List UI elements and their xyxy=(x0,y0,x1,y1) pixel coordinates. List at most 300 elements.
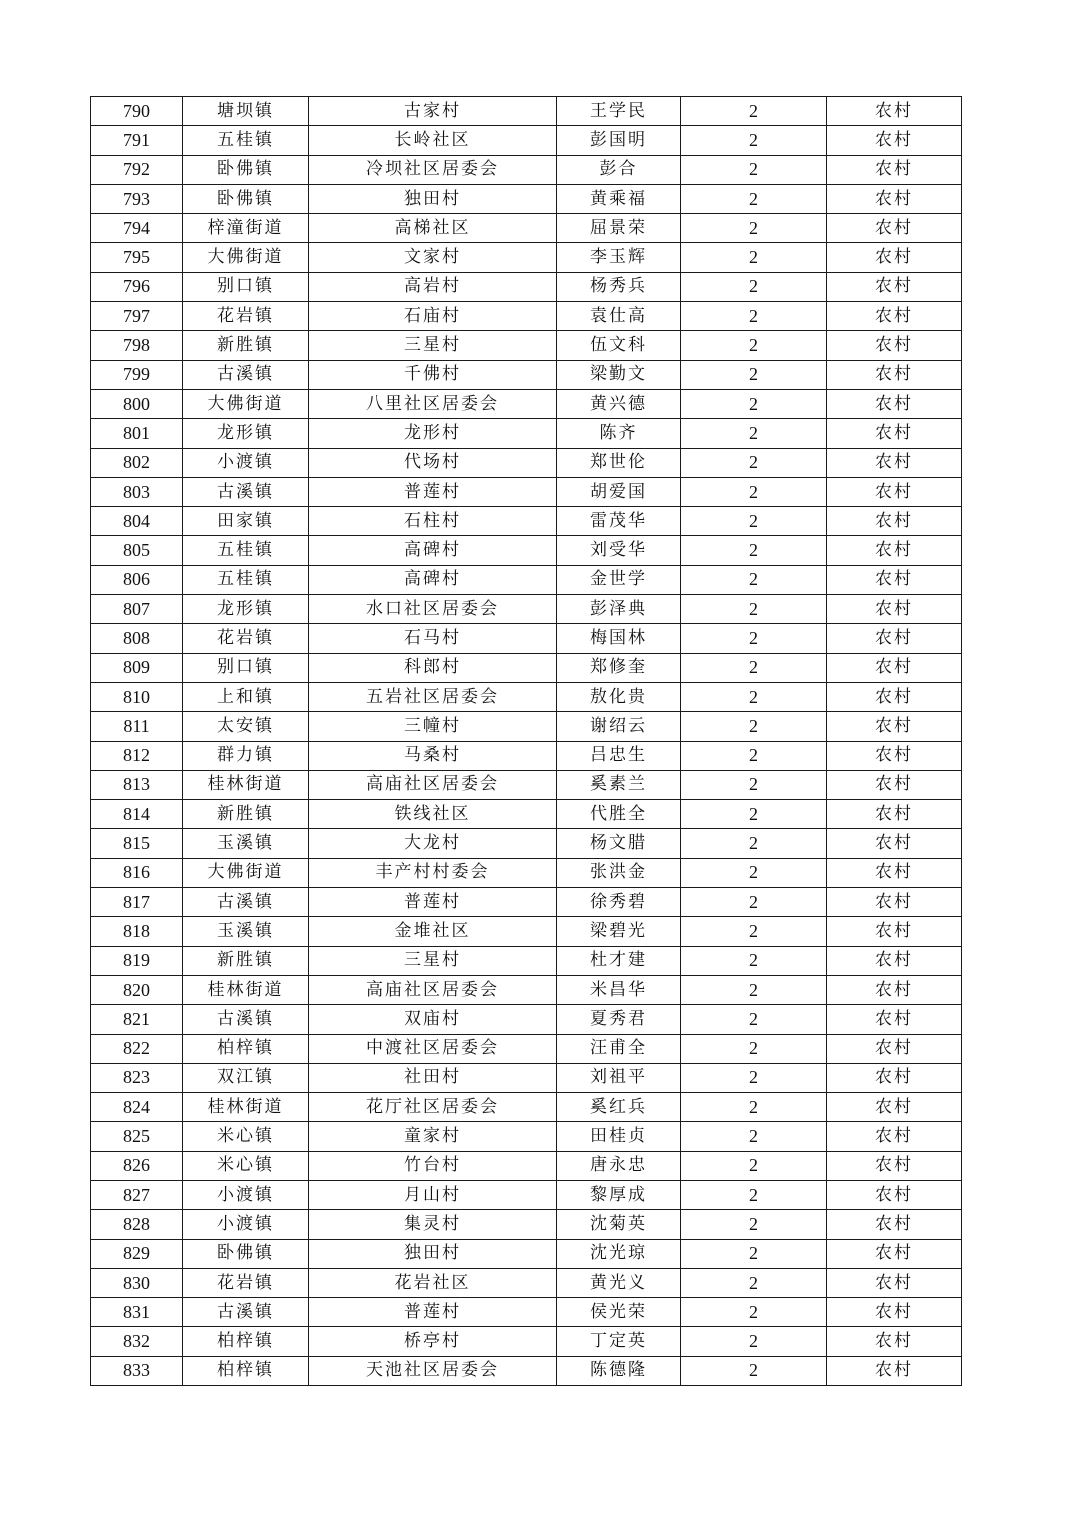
cell-number: 821 xyxy=(91,1005,183,1034)
cell-type: 农村 xyxy=(827,477,962,506)
cell-count: 2 xyxy=(681,975,827,1004)
cell-person-name: 杨秀兵 xyxy=(557,272,681,301)
cell-town: 花岩镇 xyxy=(183,624,309,653)
cell-count: 2 xyxy=(681,1093,827,1122)
cell-person-name: 杜才建 xyxy=(557,946,681,975)
cell-number: 828 xyxy=(91,1210,183,1239)
table-row xyxy=(91,829,962,858)
table-row xyxy=(91,214,962,243)
cell-village: 长岭社区 xyxy=(309,126,557,155)
cell-town: 古溪镇 xyxy=(183,1298,309,1327)
table-row xyxy=(91,1122,962,1151)
cell-type: 农村 xyxy=(827,565,962,594)
table-row xyxy=(91,272,962,301)
cell-village: 桥亭村 xyxy=(309,1327,557,1356)
cell-count: 2 xyxy=(681,419,827,448)
cell-number: 795 xyxy=(91,243,183,272)
cell-person-name: 彭合 xyxy=(557,155,681,184)
cell-village: 冷坝社区居委会 xyxy=(309,155,557,184)
cell-count: 2 xyxy=(681,126,827,155)
cell-person-name: 袁仕高 xyxy=(557,302,681,331)
cell-number: 816 xyxy=(91,858,183,887)
cell-town: 米心镇 xyxy=(183,1122,309,1151)
cell-number: 809 xyxy=(91,653,183,682)
cell-number: 813 xyxy=(91,770,183,799)
cell-count: 2 xyxy=(681,272,827,301)
cell-person-name: 黎厚成 xyxy=(557,1180,681,1209)
cell-village: 龙形村 xyxy=(309,419,557,448)
cell-person-name: 胡爱国 xyxy=(557,477,681,506)
cell-village: 普莲村 xyxy=(309,1298,557,1327)
cell-count: 2 xyxy=(681,624,827,653)
cell-number: 806 xyxy=(91,565,183,594)
cell-person-name: 伍文科 xyxy=(557,331,681,360)
table-row xyxy=(91,975,962,1004)
cell-type: 农村 xyxy=(827,975,962,1004)
cell-town: 桂林街道 xyxy=(183,1093,309,1122)
cell-type: 农村 xyxy=(827,448,962,477)
table-row xyxy=(91,360,962,389)
table-row xyxy=(91,1063,962,1092)
roster-table xyxy=(90,96,962,1386)
cell-village: 高碑村 xyxy=(309,536,557,565)
table-row xyxy=(91,917,962,946)
cell-person-name: 汪甫全 xyxy=(557,1034,681,1063)
cell-town: 太安镇 xyxy=(183,712,309,741)
cell-number: 800 xyxy=(91,389,183,418)
cell-town: 柏梓镇 xyxy=(183,1327,309,1356)
cell-town: 龙形镇 xyxy=(183,595,309,624)
cell-type: 农村 xyxy=(827,946,962,975)
cell-type: 农村 xyxy=(827,1239,962,1268)
cell-person-name: 郑世伦 xyxy=(557,448,681,477)
table-row xyxy=(91,243,962,272)
cell-person-name: 陈齐 xyxy=(557,419,681,448)
cell-town: 新胜镇 xyxy=(183,331,309,360)
cell-number: 808 xyxy=(91,624,183,653)
cell-town: 柏梓镇 xyxy=(183,1356,309,1385)
table-row xyxy=(91,536,962,565)
table-row xyxy=(91,1034,962,1063)
cell-town: 卧佛镇 xyxy=(183,184,309,213)
cell-type: 农村 xyxy=(827,800,962,829)
cell-count: 2 xyxy=(681,477,827,506)
cell-town: 五桂镇 xyxy=(183,565,309,594)
cell-count: 2 xyxy=(681,565,827,594)
cell-town: 五桂镇 xyxy=(183,126,309,155)
cell-number: 831 xyxy=(91,1298,183,1327)
cell-number: 814 xyxy=(91,800,183,829)
cell-town: 花岩镇 xyxy=(183,1268,309,1297)
table-row xyxy=(91,682,962,711)
cell-type: 农村 xyxy=(827,97,962,126)
table-row xyxy=(91,770,962,799)
cell-type: 农村 xyxy=(827,272,962,301)
cell-type: 农村 xyxy=(827,1180,962,1209)
cell-village: 科郎村 xyxy=(309,653,557,682)
cell-number: 820 xyxy=(91,975,183,1004)
cell-town: 玉溪镇 xyxy=(183,829,309,858)
cell-person-name: 陈德隆 xyxy=(557,1356,681,1385)
table-row xyxy=(91,419,962,448)
cell-number: 790 xyxy=(91,97,183,126)
cell-town: 古溪镇 xyxy=(183,477,309,506)
table-row xyxy=(91,624,962,653)
cell-village: 双庙村 xyxy=(309,1005,557,1034)
cell-type: 农村 xyxy=(827,888,962,917)
cell-count: 2 xyxy=(681,829,827,858)
cell-town: 玉溪镇 xyxy=(183,917,309,946)
cell-person-name: 刘祖平 xyxy=(557,1063,681,1092)
table-row xyxy=(91,595,962,624)
table-row xyxy=(91,1327,962,1356)
cell-village: 花厅社区居委会 xyxy=(309,1093,557,1122)
cell-number: 823 xyxy=(91,1063,183,1092)
table-row xyxy=(91,1151,962,1180)
cell-village: 代场村 xyxy=(309,448,557,477)
table-row xyxy=(91,184,962,213)
cell-person-name: 王学民 xyxy=(557,97,681,126)
cell-number: 810 xyxy=(91,682,183,711)
table-row xyxy=(91,97,962,126)
cell-count: 2 xyxy=(681,888,827,917)
table-row xyxy=(91,126,962,155)
cell-person-name: 侯光荣 xyxy=(557,1298,681,1327)
cell-number: 815 xyxy=(91,829,183,858)
cell-person-name: 谢绍云 xyxy=(557,712,681,741)
cell-person-name: 田桂贞 xyxy=(557,1122,681,1151)
cell-number: 804 xyxy=(91,507,183,536)
cell-person-name: 郑修奎 xyxy=(557,653,681,682)
cell-town: 新胜镇 xyxy=(183,946,309,975)
cell-number: 817 xyxy=(91,888,183,917)
cell-type: 农村 xyxy=(827,1298,962,1327)
cell-type: 农村 xyxy=(827,1122,962,1151)
cell-type: 农村 xyxy=(827,1356,962,1385)
cell-count: 2 xyxy=(681,1210,827,1239)
cell-count: 2 xyxy=(681,448,827,477)
cell-village: 高碑村 xyxy=(309,565,557,594)
cell-village: 独田村 xyxy=(309,184,557,213)
cell-type: 农村 xyxy=(827,1093,962,1122)
cell-count: 2 xyxy=(681,858,827,887)
cell-count: 2 xyxy=(681,536,827,565)
cell-count: 2 xyxy=(681,360,827,389)
cell-count: 2 xyxy=(681,1151,827,1180)
cell-person-name: 黄光义 xyxy=(557,1268,681,1297)
table-row xyxy=(91,302,962,331)
cell-village: 竹台村 xyxy=(309,1151,557,1180)
cell-type: 农村 xyxy=(827,858,962,887)
cell-town: 卧佛镇 xyxy=(183,1239,309,1268)
cell-type: 农村 xyxy=(827,243,962,272)
cell-type: 农村 xyxy=(827,126,962,155)
cell-village: 三星村 xyxy=(309,331,557,360)
cell-village: 三幢村 xyxy=(309,712,557,741)
cell-number: 796 xyxy=(91,272,183,301)
cell-town: 别口镇 xyxy=(183,272,309,301)
cell-person-name: 彭国明 xyxy=(557,126,681,155)
cell-number: 792 xyxy=(91,155,183,184)
table-row xyxy=(91,1093,962,1122)
cell-person-name: 彭泽典 xyxy=(557,595,681,624)
cell-town: 古溪镇 xyxy=(183,888,309,917)
cell-type: 农村 xyxy=(827,1034,962,1063)
cell-person-name: 吕忠生 xyxy=(557,741,681,770)
table-row xyxy=(91,1298,962,1327)
cell-count: 2 xyxy=(681,97,827,126)
cell-count: 2 xyxy=(681,214,827,243)
table-row xyxy=(91,155,962,184)
table-row xyxy=(91,946,962,975)
cell-number: 799 xyxy=(91,360,183,389)
cell-village: 中渡社区居委会 xyxy=(309,1034,557,1063)
cell-town: 别口镇 xyxy=(183,653,309,682)
cell-number: 812 xyxy=(91,741,183,770)
cell-type: 农村 xyxy=(827,184,962,213)
cell-person-name: 米昌华 xyxy=(557,975,681,1004)
cell-person-name: 代胜全 xyxy=(557,800,681,829)
cell-type: 农村 xyxy=(827,1151,962,1180)
table-row xyxy=(91,1268,962,1297)
cell-person-name: 奚素兰 xyxy=(557,770,681,799)
cell-number: 832 xyxy=(91,1327,183,1356)
cell-village: 集灵村 xyxy=(309,1210,557,1239)
cell-count: 2 xyxy=(681,712,827,741)
cell-person-name: 黄兴德 xyxy=(557,389,681,418)
cell-count: 2 xyxy=(681,155,827,184)
cell-type: 农村 xyxy=(827,741,962,770)
cell-count: 2 xyxy=(681,682,827,711)
cell-town: 花岩镇 xyxy=(183,302,309,331)
cell-count: 2 xyxy=(681,1239,827,1268)
cell-village: 五岩社区居委会 xyxy=(309,682,557,711)
cell-number: 803 xyxy=(91,477,183,506)
table-row xyxy=(91,1005,962,1034)
cell-number: 797 xyxy=(91,302,183,331)
cell-number: 818 xyxy=(91,917,183,946)
cell-type: 农村 xyxy=(827,419,962,448)
table-row xyxy=(91,712,962,741)
table-row xyxy=(91,565,962,594)
table-row xyxy=(91,858,962,887)
cell-village: 社田村 xyxy=(309,1063,557,1092)
table-row xyxy=(91,331,962,360)
cell-type: 农村 xyxy=(827,214,962,243)
table-row xyxy=(91,389,962,418)
cell-count: 2 xyxy=(681,243,827,272)
cell-count: 2 xyxy=(681,1005,827,1034)
cell-person-name: 梁碧光 xyxy=(557,917,681,946)
cell-village: 石柱村 xyxy=(309,507,557,536)
cell-count: 2 xyxy=(681,302,827,331)
cell-town: 大佛街道 xyxy=(183,243,309,272)
cell-village: 高庙社区居委会 xyxy=(309,975,557,1004)
cell-village: 高庙社区居委会 xyxy=(309,770,557,799)
cell-number: 805 xyxy=(91,536,183,565)
cell-number: 798 xyxy=(91,331,183,360)
cell-count: 2 xyxy=(681,184,827,213)
cell-village: 金堆社区 xyxy=(309,917,557,946)
cell-number: 794 xyxy=(91,214,183,243)
cell-person-name: 张洪金 xyxy=(557,858,681,887)
cell-count: 2 xyxy=(681,1268,827,1297)
cell-person-name: 唐永忠 xyxy=(557,1151,681,1180)
cell-village: 月山村 xyxy=(309,1180,557,1209)
table-row xyxy=(91,1180,962,1209)
cell-town: 小渡镇 xyxy=(183,1210,309,1239)
cell-person-name: 金世学 xyxy=(557,565,681,594)
cell-type: 农村 xyxy=(827,653,962,682)
cell-count: 2 xyxy=(681,1063,827,1092)
cell-number: 830 xyxy=(91,1268,183,1297)
cell-count: 2 xyxy=(681,1327,827,1356)
cell-person-name: 夏秀君 xyxy=(557,1005,681,1034)
cell-count: 2 xyxy=(681,507,827,536)
cell-town: 米心镇 xyxy=(183,1151,309,1180)
cell-type: 农村 xyxy=(827,389,962,418)
cell-type: 农村 xyxy=(827,1268,962,1297)
cell-village: 千佛村 xyxy=(309,360,557,389)
cell-count: 2 xyxy=(681,1180,827,1209)
cell-type: 农村 xyxy=(827,829,962,858)
cell-person-name: 屈景荣 xyxy=(557,214,681,243)
cell-village: 高岩村 xyxy=(309,272,557,301)
cell-village: 石庙村 xyxy=(309,302,557,331)
cell-number: 833 xyxy=(91,1356,183,1385)
cell-village: 普莲村 xyxy=(309,477,557,506)
cell-village: 普莲村 xyxy=(309,888,557,917)
cell-person-name: 敖化贵 xyxy=(557,682,681,711)
cell-type: 农村 xyxy=(827,507,962,536)
cell-type: 农村 xyxy=(827,360,962,389)
cell-town: 双江镇 xyxy=(183,1063,309,1092)
cell-village: 水口社区居委会 xyxy=(309,595,557,624)
cell-village: 童家村 xyxy=(309,1122,557,1151)
cell-count: 2 xyxy=(681,770,827,799)
cell-count: 2 xyxy=(681,917,827,946)
cell-type: 农村 xyxy=(827,917,962,946)
table-row xyxy=(91,1356,962,1385)
cell-number: 826 xyxy=(91,1151,183,1180)
cell-type: 农村 xyxy=(827,682,962,711)
cell-type: 农村 xyxy=(827,302,962,331)
roster-body xyxy=(91,97,962,1386)
cell-town: 卧佛镇 xyxy=(183,155,309,184)
cell-type: 农村 xyxy=(827,331,962,360)
cell-count: 2 xyxy=(681,1034,827,1063)
cell-town: 梓潼街道 xyxy=(183,214,309,243)
cell-town: 桂林街道 xyxy=(183,975,309,1004)
cell-town: 古溪镇 xyxy=(183,360,309,389)
cell-count: 2 xyxy=(681,741,827,770)
cell-number: 819 xyxy=(91,946,183,975)
cell-town: 上和镇 xyxy=(183,682,309,711)
cell-person-name: 李玉辉 xyxy=(557,243,681,272)
cell-village: 马桑村 xyxy=(309,741,557,770)
cell-person-name: 沈光琼 xyxy=(557,1239,681,1268)
cell-number: 802 xyxy=(91,448,183,477)
cell-number: 825 xyxy=(91,1122,183,1151)
cell-number: 811 xyxy=(91,712,183,741)
cell-person-name: 杨文腊 xyxy=(557,829,681,858)
cell-town: 柏梓镇 xyxy=(183,1034,309,1063)
cell-village: 石马村 xyxy=(309,624,557,653)
cell-village: 铁线社区 xyxy=(309,800,557,829)
table-row xyxy=(91,1239,962,1268)
cell-type: 农村 xyxy=(827,536,962,565)
cell-town: 大佛街道 xyxy=(183,389,309,418)
cell-person-name: 沈菊英 xyxy=(557,1210,681,1239)
cell-count: 2 xyxy=(681,331,827,360)
table-row xyxy=(91,741,962,770)
cell-number: 827 xyxy=(91,1180,183,1209)
cell-village: 大龙村 xyxy=(309,829,557,858)
cell-person-name: 奚红兵 xyxy=(557,1093,681,1122)
cell-count: 2 xyxy=(681,1356,827,1385)
table-row xyxy=(91,507,962,536)
cell-village: 丰产村村委会 xyxy=(309,858,557,887)
cell-person-name: 雷茂华 xyxy=(557,507,681,536)
cell-number: 822 xyxy=(91,1034,183,1063)
cell-person-name: 梁勤文 xyxy=(557,360,681,389)
cell-person-name: 梅国林 xyxy=(557,624,681,653)
cell-type: 农村 xyxy=(827,624,962,653)
table-row xyxy=(91,653,962,682)
cell-town: 小渡镇 xyxy=(183,1180,309,1209)
cell-count: 2 xyxy=(681,1122,827,1151)
cell-town: 新胜镇 xyxy=(183,800,309,829)
cell-count: 2 xyxy=(681,653,827,682)
cell-town: 塘坝镇 xyxy=(183,97,309,126)
cell-town: 大佛街道 xyxy=(183,858,309,887)
cell-town: 桂林街道 xyxy=(183,770,309,799)
cell-number: 829 xyxy=(91,1239,183,1268)
cell-type: 农村 xyxy=(827,770,962,799)
cell-type: 农村 xyxy=(827,712,962,741)
cell-number: 807 xyxy=(91,595,183,624)
cell-village: 三星村 xyxy=(309,946,557,975)
cell-number: 793 xyxy=(91,184,183,213)
cell-town: 龙形镇 xyxy=(183,419,309,448)
cell-person-name: 黄乘福 xyxy=(557,184,681,213)
cell-village: 文家村 xyxy=(309,243,557,272)
cell-town: 小渡镇 xyxy=(183,448,309,477)
cell-type: 农村 xyxy=(827,1210,962,1239)
cell-number: 791 xyxy=(91,126,183,155)
cell-count: 2 xyxy=(681,389,827,418)
cell-type: 农村 xyxy=(827,155,962,184)
table-row xyxy=(91,1210,962,1239)
table-row xyxy=(91,477,962,506)
cell-town: 田家镇 xyxy=(183,507,309,536)
table-row xyxy=(91,800,962,829)
cell-number: 824 xyxy=(91,1093,183,1122)
cell-number: 801 xyxy=(91,419,183,448)
cell-type: 农村 xyxy=(827,1063,962,1092)
cell-person-name: 丁定英 xyxy=(557,1327,681,1356)
cell-village: 花岩社区 xyxy=(309,1268,557,1297)
cell-count: 2 xyxy=(681,800,827,829)
cell-count: 2 xyxy=(681,946,827,975)
cell-village: 八里社区居委会 xyxy=(309,389,557,418)
cell-type: 农村 xyxy=(827,595,962,624)
cell-village: 古家村 xyxy=(309,97,557,126)
cell-type: 农村 xyxy=(827,1005,962,1034)
cell-village: 独田村 xyxy=(309,1239,557,1268)
cell-village: 高梯社区 xyxy=(309,214,557,243)
cell-type: 农村 xyxy=(827,1327,962,1356)
